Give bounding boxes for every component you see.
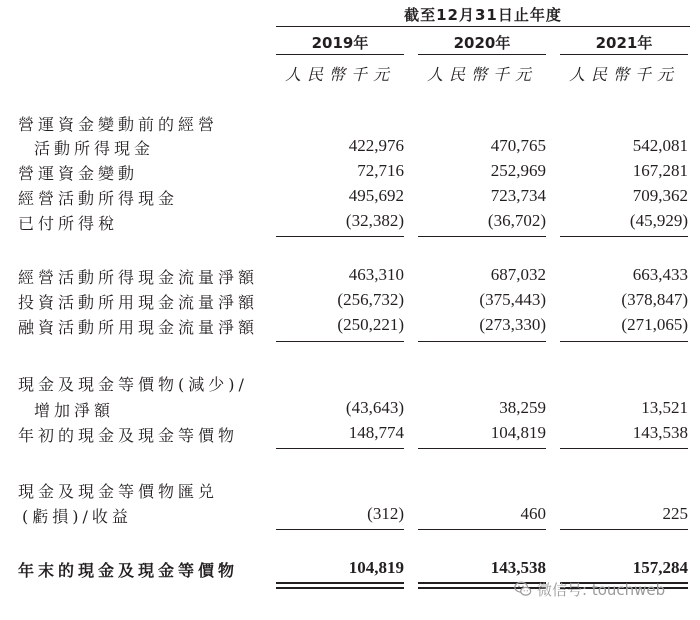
subtotal-rule-2019	[276, 236, 404, 237]
header-rule	[276, 26, 690, 27]
wechat-icon	[514, 580, 532, 598]
subtotal-rule-2019	[276, 341, 404, 342]
subtotal-rule-2020	[418, 236, 546, 237]
row-value-2019: (43,643)	[345, 398, 404, 417]
row-label: 經營活動所得現金	[18, 189, 179, 208]
row-value-2019: 148,774	[348, 423, 404, 442]
subtotal-rule-2021	[560, 341, 688, 342]
row-value-2021: (271,065)	[621, 315, 688, 334]
row-label: 現金及現金等價物匯兑	[18, 482, 219, 501]
row-value-2021: 225	[662, 504, 688, 523]
row-label: 營運資金變動	[18, 164, 139, 183]
row-label: 營運資金變動前的經營	[18, 115, 219, 134]
row-label: 活動所得現金	[34, 139, 155, 158]
unit-2019: 人民幣千元	[284, 65, 395, 84]
row-label: 融資活動所用現金流量淨額	[18, 318, 259, 337]
subtotal-rule-2021	[560, 529, 688, 530]
watermark-text: 微信号: touchweb	[537, 580, 666, 599]
subtotal-rule-2019	[276, 529, 404, 530]
year-2021: 2021年	[595, 34, 653, 52]
row-value-2021: 167,281	[632, 161, 688, 180]
subtotal-rule-2020	[418, 341, 546, 342]
total-value-2020: 143,538	[490, 558, 546, 577]
row-value-2020: 723,734	[490, 186, 546, 205]
row-label: (虧損)/收益	[22, 507, 132, 526]
year-rule-2020	[418, 54, 546, 55]
row-label: 增加淨額	[34, 401, 115, 420]
row-value-2021: 143,538	[632, 423, 688, 442]
row-value-2020: (273,330)	[479, 315, 546, 334]
subtotal-rule-2019	[276, 448, 404, 449]
unit-2021: 人民幣千元	[568, 65, 679, 84]
subtotal-rule-2021	[560, 448, 688, 449]
row-value-2019: (312)	[367, 504, 404, 523]
row-value-2019: 72,716	[357, 161, 404, 180]
row-value-2021: (45,929)	[629, 211, 688, 230]
row-value-2020: 38,259	[499, 398, 546, 417]
row-value-2019: (256,732)	[337, 290, 404, 309]
row-label: 現金及現金等價物(減少)/	[18, 375, 248, 394]
period-header: 截至12月31日止年度	[404, 6, 562, 24]
subtotal-rule-2020	[418, 529, 546, 530]
row-value-2021: 663,433	[632, 265, 688, 284]
year-rule-2021	[560, 54, 688, 55]
row-label: 經營活動所得現金流量淨額	[18, 268, 259, 287]
row-value-2020: (375,443)	[479, 290, 546, 309]
year-2019: 2019年	[311, 34, 369, 52]
total-double-rule-bottom-2019	[276, 587, 404, 589]
wechat-watermark	[514, 578, 665, 600]
row-value-2020: 252,969	[490, 161, 546, 180]
row-value-2019: 495,692	[348, 186, 404, 205]
row-value-2020: 460	[520, 504, 546, 523]
row-label: 已付所得稅	[18, 214, 119, 233]
row-value-2019: 463,310	[348, 265, 404, 284]
row-value-2019: 422,976	[348, 136, 404, 155]
subtotal-rule-2021	[560, 236, 688, 237]
row-value-2020: (36,702)	[487, 211, 546, 230]
row-value-2021: 542,081	[632, 136, 688, 155]
total-row-label: 年末的現金及現金等價物	[18, 561, 239, 580]
row-label: 投資活動所用現金流量淨額	[18, 293, 259, 312]
row-value-2020: 470,765	[490, 136, 546, 155]
row-value-2020: 104,819	[490, 423, 546, 442]
year-2020: 2020年	[453, 34, 511, 52]
row-value-2021: 709,362	[632, 186, 688, 205]
subtotal-rule-2020	[418, 448, 546, 449]
total-value-2021: 157,284	[632, 558, 688, 577]
total-value-2019: 104,819	[348, 558, 404, 577]
unit-2020: 人民幣千元	[426, 65, 537, 84]
year-rule-2019	[276, 54, 404, 55]
row-value-2021: (378,847)	[621, 290, 688, 309]
row-value-2019: (32,382)	[345, 211, 404, 230]
row-value-2020: 687,032	[490, 265, 546, 284]
row-value-2019: (250,221)	[337, 315, 404, 334]
row-value-2021: 13,521	[641, 398, 688, 417]
total-double-rule-top-2019	[276, 582, 404, 584]
row-label: 年初的現金及現金等價物	[18, 426, 239, 445]
